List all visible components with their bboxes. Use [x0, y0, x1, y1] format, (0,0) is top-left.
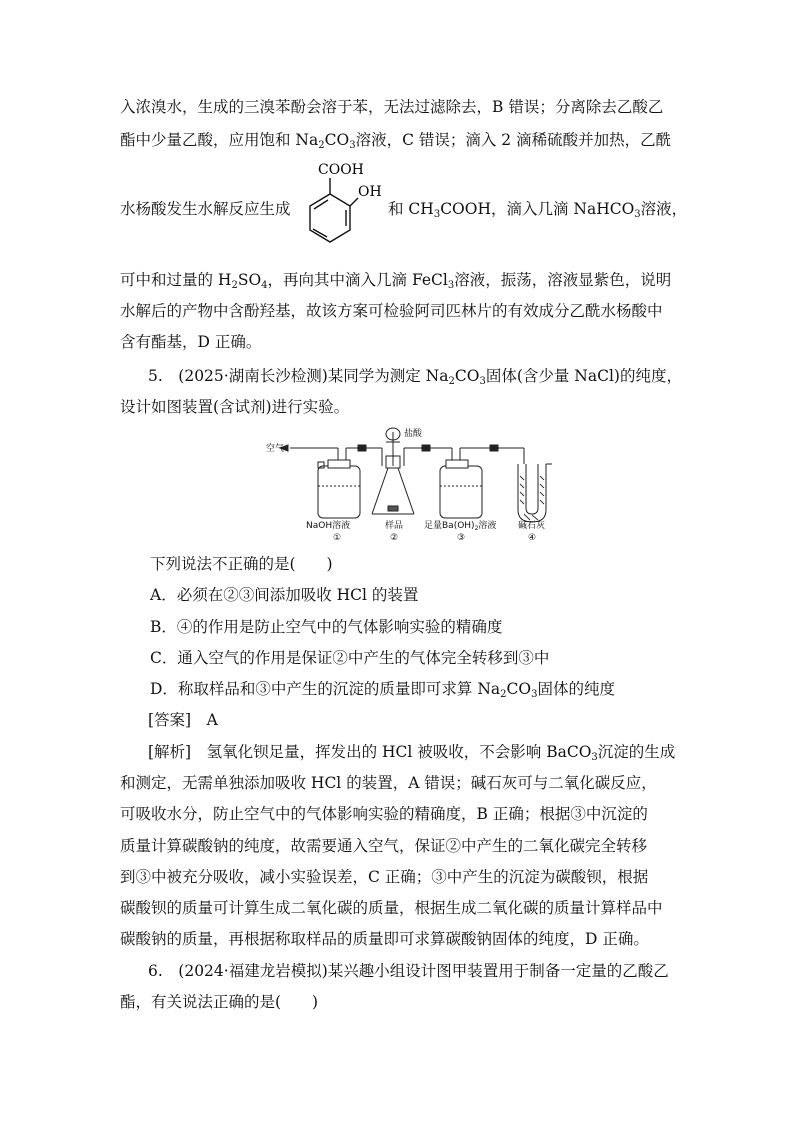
number-3: ③ [457, 533, 466, 543]
option-b: B．④的作用是防止空气中的气体影响实验的精确度 [150, 618, 503, 636]
text-line: 水杨酸发生水解反应生成 [120, 200, 291, 218]
text-line: 含有酯基，D 正确。 [120, 333, 262, 351]
question-5-stem: 5. (2025·湖南长沙检测)某同学为测定 $Na_2CO_3$固体(含少量 NaCl)的纯度， [148, 367, 682, 387]
number-1: ① [333, 533, 342, 543]
bottle-3-label: 足量$Ba(OH)_2$溶液 [424, 521, 497, 532]
explanation-line: 碳酸钠的质量，再根据称取样品的质量即可求算碳酸钠固体的纯度，D 正确。 [120, 930, 649, 948]
explanation-line: 碳酸钡的质量可计算生成二氧化碳的质量，根据生成二氧化碳的质量计算样品中 [120, 899, 663, 917]
salicylic-acid-structure [300, 160, 390, 252]
explanation-line: 可吸收水分，防止空气中的气体影响实验的精确度，B 正确；根据③中沉淀的 [120, 805, 648, 823]
text-line: 可中和过量的 $H_2SO_4$，再向其中滴入几滴 FeCl$_3$溶液，振荡，溶液显紫色，说明 [120, 271, 672, 291]
text-line: 入浓溴水，生成的三溴苯酚会溶于苯，无法过滤除去，B 错误；分离除去乙酸乙 [120, 98, 664, 116]
number-4: ④ [528, 533, 537, 543]
question-6-stem: 6. (2024·福建龙岩模拟)某兴趣小组设计图甲装置用于制备一定量的乙酸乙 [148, 962, 669, 980]
answer-line: [答案] A [148, 711, 218, 729]
number-2: ② [390, 533, 399, 543]
option-a: A．必须在②③间添加吸收 HCl 的装置 [150, 586, 419, 604]
u-tube-4-label: 碱石灰 [518, 521, 546, 531]
explanation-line: [解析] 氢氧化钡足量，挥发出的 HCl 被吸收，不会影响 BaCO$_3$沉淀的生成 [148, 743, 676, 763]
text-line: 设计如图装置(含试剂)进行实验。 [120, 398, 350, 416]
option-c: C．通入空气的作用是保证②中产生的气体完全转移到③中 [150, 649, 550, 667]
text-line: 和 $CH_3COOH$，滴入几滴 NaHCO$_3$溶液， [388, 200, 688, 220]
question-prompt: 下列说法不正确的是( ) [150, 555, 333, 573]
cooh-label: COOH [318, 162, 364, 178]
explanation-line: 质量计算碳酸钠的纯度，故需要通入空气，保证②中产生的二氧化碳完全转移 [120, 837, 648, 855]
apparatus-figure [262, 424, 562, 544]
text-line: 水解后的产物中含酚羟基，故该方案可检验阿司匹林片的有效成分乙酰水杨酸中 [120, 302, 663, 320]
flask-2-label: 样品 [385, 521, 404, 531]
acid-label: 盐酸 [404, 429, 423, 439]
option-d: D．称取样品和③中产生的沉淀的质量即可求算 $Na_2CO_3$固体的纯度 [150, 680, 616, 700]
explanation-line: 到③中被充分吸收，减小实验误差，C 正确；③中产生的沉淀为碳酸钡，根据 [120, 868, 649, 886]
text-line: 酯，有关说法正确的是( ) [120, 993, 319, 1011]
air-label: 空气 [266, 444, 285, 454]
text-line: 酯中少量乙酸，应用饱和 $Na_2CO_3$溶液，C 错误；滴入 2 滴稀硫酸并加热，乙酰 [120, 131, 672, 151]
explanation-line: 和测定，无需单独添加吸收 HCl 的装置，A 错误；碱石灰可与二氧化碳反应， [120, 774, 657, 792]
oh-label: OH [358, 184, 382, 200]
bottle-1-label: NaOH溶液 [306, 521, 351, 531]
